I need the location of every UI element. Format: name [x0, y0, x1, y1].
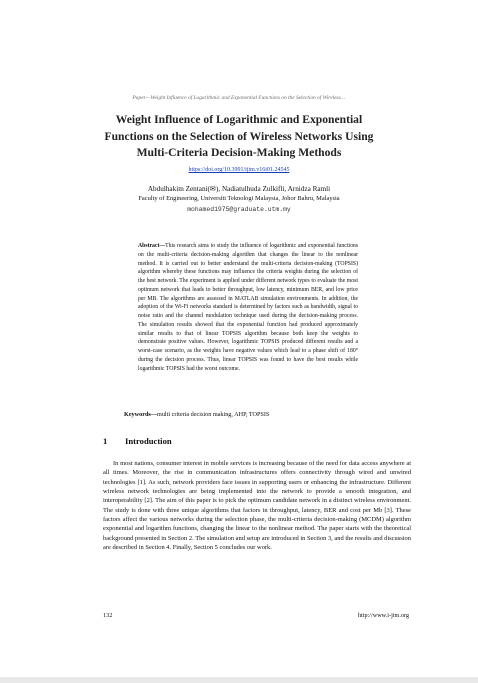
running-header: Paper—Weight Influence of Logarithmic and Exponential Functions on the Selection of Wireless… [132, 95, 346, 101]
doi-link[interactable]: https://doi.org/10.3991/ijim.v16i01.24545 [188, 167, 290, 173]
introduction-body [103, 459, 411, 552]
section-number: 1 [103, 436, 108, 446]
page-bottom-edge [0, 677, 478, 683]
title-line: Functions on the Selection of Wireless Networks Using [104, 129, 374, 143]
intro-paragraph: In most nations, consumer interest in mobile services is increasing because of the need for data access anywhere at all times. Moreover, the rise in communication infrastructures offers connectivity through wired and unwired technologies [1]. As such, network providers face issues in supporting users or enhancing the infrastructure. Different wireless network technologies are being implemented into the network to provide a smooth integration, and interoperability [2]. The aim of this paper is to pick the optimum candidate network in a distinct wireless environment. The study is done with three unique algorithms that factors in throughput, latency, BER and cost per Mb [3]. These factors affect the various networks during the selection phase, the multi-criteria decision-making (MCDM) algorithm exponential and logarithm functions, changing the linear to the nonlinear method. The paper starts with the theoretical background presented in Section 2. The simulation and setup are introduced in Section 3, and the results and discussion are described in Section 4. Finally, Section 5 concludes our work. [103, 460, 411, 552]
abstract-label: Abstract— [138, 243, 166, 249]
journal-url[interactable]: http://www.i-jim.org [357, 612, 409, 619]
abstract-text: This research aims to study the influence of logarithmic and exponential functions on the multi-criteria decision-making algorithm that changes the linear to the nonlinear method. It is carried out to better understand the multi-criteria decision-making (TOPSIS) algorithm whereby these functions may influence the criteria weights during the selection of the best network. The experiment is applied under different network types to evaluate the most optimum network that leads to better throughput, low latency, minimum BER, and low price per MB. The algorithms are assessed in MATLAB simulation environments. In addition, the adoption of the Wi-Fi networks standard is determined by factors such as bandwidth, signal to noise ratio and the channel modulation technique used during the decision-making process. The simulation results showed that the exponential function had produced approximately similar results to that of linear TOPSIS algorithm because both keep the weights to demonstrate positive values. However, logarithmic TOPSIS produced different results and a worst-case scenario, as the weights have negative values which lead to a phase shift of 180° during the decision process. Thus, linear TOPSIS was found to have the best results while logarithmic TOPSIS had the worst outcome. [138, 243, 358, 372]
keywords-label: Keywords— [124, 411, 157, 418]
section-heading [103, 436, 172, 446]
keywords-text: multi criteria decision making, AHP, TOPSIS [157, 411, 270, 418]
section-title: Introduction [125, 436, 172, 446]
affiliation: Faculty of Engineering, Universiti Teknologi Malaysia, Johor Bahru, Malaysia [138, 195, 340, 202]
paper-title [60, 112, 418, 162]
author-email[interactable]: mohamed1975@graduate.utm.my [187, 206, 291, 213]
title-line: Weight Influence of Logarithmic and Exponential [115, 113, 363, 126]
page-number: 132 [103, 612, 113, 619]
authors: Abdulhakim Zentani(✉), Nadiatulhuda Zulkifli, Arnidza Ramli [147, 185, 331, 193]
title-line: Multi-Criteria Decision-Making Methods [136, 146, 342, 159]
keywords [124, 411, 364, 418]
abstract-paragraph [138, 242, 358, 373]
abstract [138, 242, 358, 373]
